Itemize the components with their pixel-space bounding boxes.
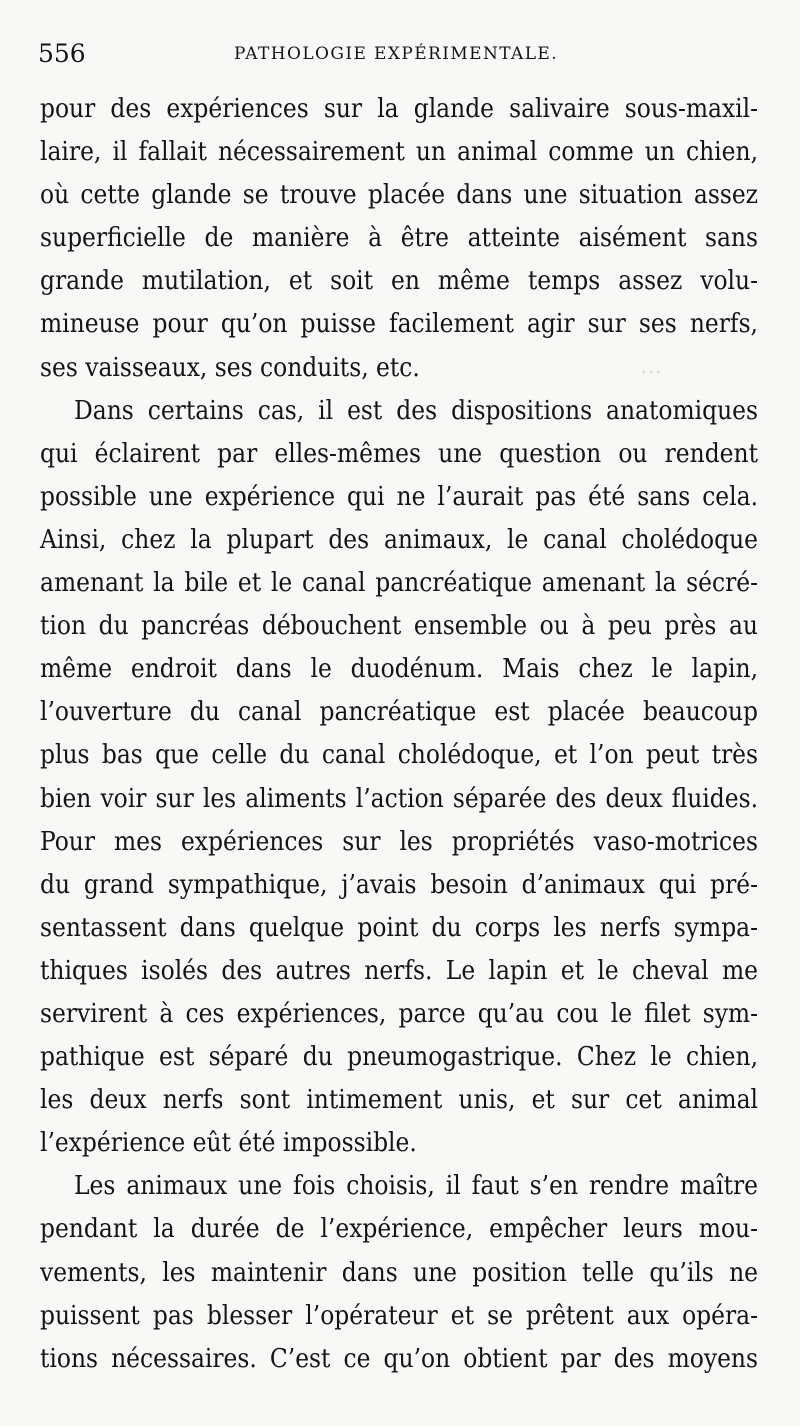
text-line: tion du pancréas débouchent ensemble ou à peu près au <box>40 611 758 642</box>
text-line: thiques isolés des autres nerfs. Le lapin et le cheval me <box>40 955 758 986</box>
text-line: l’expérience eût été impossible. <box>40 1128 417 1159</box>
running-header: PATHOLOGIE EXPÉRIMENTALE. <box>234 44 559 64</box>
text-line: servirent à ces expériences, parce qu’au cou le filet sym- <box>40 998 758 1029</box>
text-line: pendant la durée de l’expérience, empêcher leurs mou- <box>40 1214 758 1245</box>
text-line: superficielle de manière à être atteinte aisément sans <box>40 223 758 254</box>
text-line: même endroit dans le duodénum. Mais chez le lapin, <box>40 654 758 685</box>
text-line: puissent pas blesser l’opérateur et se prêtent aux opéra- <box>40 1300 758 1331</box>
text-line: pathique est séparé du pneumogastrique. Chez le chien, <box>40 1042 758 1073</box>
text-line: Ainsi, chez la plupart des animaux, le canal cholédoque <box>40 524 758 555</box>
paragraph-start-line: Les animaux une fois choisis, il faut s’en rendre maître <box>74 1171 758 1202</box>
text-line: possible une expérience qui ne l’aurait pas été sans cela. <box>40 481 758 512</box>
text-line: où cette glande se trouve placée dans une situation assez <box>40 180 758 211</box>
text-line: ses vaisseaux, ses conduits, etc. <box>40 352 420 383</box>
text-line: bien voir sur les aliments l’action séparée des deux fluides. <box>40 783 758 814</box>
show-through-text-1: … <box>640 354 662 379</box>
text-line: mineuse pour qu’on puisse facilement agir sur ses nerfs, <box>40 309 758 340</box>
text-line: amenant la bile et le canal pancréatique amenant la sécré- <box>40 568 758 599</box>
text-line: tions nécessaires. C’est ce qu’on obtient par des moyens <box>40 1343 758 1374</box>
text-line: vements, les maintenir dans une position telle qu’ils ne <box>40 1257 758 1288</box>
text-line: Pour mes expériences sur les propriétés vaso-motrices <box>40 826 758 857</box>
text-line: laire, il fallait nécessairement un animal comme un chien, <box>40 137 758 168</box>
page-number: 556 <box>38 39 86 68</box>
text-line: sentassent dans quelque point du corps les nerfs sympa- <box>40 912 758 943</box>
text-line: pour des expériences sur la glande salivaire sous-maxil- <box>40 94 758 124</box>
text-line: grande mutilation, et soit en même temps assez volu- <box>40 266 758 297</box>
text-line: qui éclairent par elles-mêmes une question ou rendent <box>40 438 758 469</box>
paragraph-start-line: Dans certains cas, il est des dispositions anatomiques <box>74 395 758 426</box>
text-line: du grand sympathique, j’avais besoin d’animaux qui pré- <box>40 869 758 900</box>
text-line: l’ouverture du canal pancréatique est placée beaucoup <box>40 697 758 728</box>
body-text <box>40 88 758 1381</box>
text-line: les deux nerfs sont intimement unis, et sur cet animal <box>40 1085 758 1116</box>
text-line: plus bas que celle du canal cholédoque, et l’on peut très <box>40 740 758 771</box>
